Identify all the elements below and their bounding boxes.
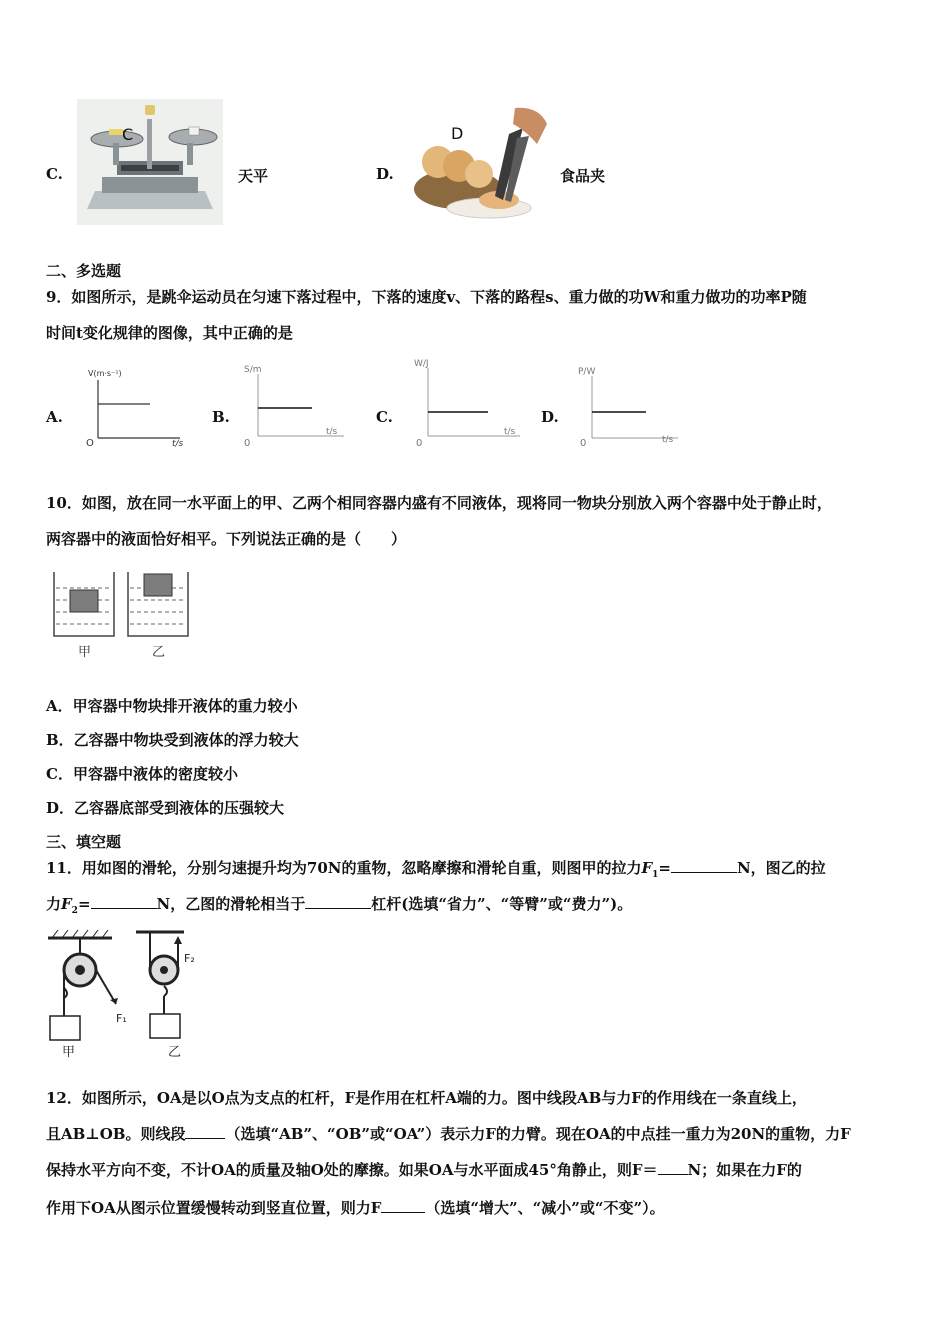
graph-a-velocity [80,364,192,448]
q11-line2-tail: 杠杆(选填“省力”、“等臂”或“费力”)。 [371,895,633,913]
option-c-caption: 天平 [238,167,269,185]
q12-line4-tail: （选填“增大”、“减小”或“不变”）。 [425,1199,665,1217]
food-tongs-image [413,104,551,222]
q11-label-yi: 乙 [168,1045,182,1060]
q12-change-blank[interactable] [381,1198,425,1213]
graph-b-ylabel: S/m [244,365,262,375]
q11-f2-var: F [61,895,72,913]
q10-option-a: A．甲容器中物块排开液体的重力较小 [46,697,298,715]
q10-option-c: C．甲容器中液体的密度较小 [46,765,238,783]
q11-line2-head: 力 [46,895,62,913]
option-c-label: C. [46,165,63,183]
graph-d-origin: 0 [580,438,587,448]
q12-line4-head: 作用下OA从图示位置缓慢转动到竖直位置，则力F [46,1199,382,1217]
q12-text-line-2 [46,1124,851,1144]
graph-b-distance [240,362,352,446]
q9-text-line-1: 9．如图所示，是跳伞运动员在匀速下落过程中，下落的速度v、下落的路程s、重力做的功W和重力做功的功率P随 [46,288,807,306]
q10-label-yi: 乙 [152,645,166,660]
graph-d-power [574,364,686,448]
option-d-caption: 食品夹 [560,167,606,185]
q11-line1-text: 11．用如图的滑轮，分别匀速提升均为70N的重物，忽略摩擦和滑轮自重，则图甲的拉力 [46,859,642,877]
q12-line3-head: 保持水平方向不变，不计OA的质量及轴O处的摩擦。如果OA与水平面成45°角静止，则F＝ [46,1161,658,1179]
q11-f1-sub: 1 [652,870,659,880]
q11-line1-tail: N，图乙的拉 [736,859,826,877]
graph-a-xlabel: t/s [172,439,184,448]
q12-line2-head: 且AB⊥OB。则线段 [46,1125,186,1143]
q12-text-line-4 [46,1198,665,1218]
q11-f1-eq: = [658,859,671,877]
q11-line2-mid: N，乙图的滑轮相当于 [156,895,306,913]
graph-b-label: B. [212,408,230,426]
q11-f2-blank[interactable] [91,894,157,909]
section-2-title: 二、多选题 [46,262,122,280]
q11-f1-var: F [641,859,653,877]
q11-force-f2-label: F₂ [184,952,195,965]
q12-line3-tail: N；如果在力F的 [687,1161,802,1179]
q10-text-line-1: 10．如图，放在同一水平面上的甲、乙两个相同容器内盛有不同液体，现将同一物块分别放入两个容器中处于静止时， [46,494,832,512]
graph-d-ylabel: P/W [578,367,596,377]
q11-f2-eq: = [77,895,91,913]
graph-b-xlabel: t/s [326,427,338,437]
graph-d-xlabel: t/s [662,435,674,445]
q12-force-blank[interactable] [658,1160,688,1175]
q11-label-jia: 甲 [62,1045,76,1060]
q10-label-jia: 甲 [78,645,92,660]
q12-arm-blank[interactable] [185,1124,225,1139]
balance-image-letter: C [122,125,134,144]
q12-line2-tail: （选填“AB”、“OB”或“OA”）表示力F的力臂。现在OA的中点挂一重力为20N的重物，力F [225,1125,851,1143]
q11-text-line-2 [46,894,632,921]
q9-text-line-2: 时间t变化规律的图像，其中正确的是 [46,324,293,342]
q12-text-line-3 [46,1160,802,1180]
graph-c-work [410,356,528,448]
q10-containers-figure [50,570,200,662]
q11-text-line-1 [46,858,826,885]
q11-force-f1-label: F₁ [116,1012,127,1025]
q11-lever-type-blank[interactable] [305,894,371,909]
graph-a-label: A. [46,408,63,426]
q11-f2-sub: 2 [71,906,78,916]
graph-c-origin: 0 [416,438,423,448]
tongs-image-letter: D [451,124,464,143]
graph-c-xlabel: t/s [504,427,516,437]
graph-c-ylabel: W/J [414,359,429,369]
q12-text-line-1: 12．如图所示，OA是以O点为支点的杠杆，F是作用在杠杆A端的力。图中线段AB与力F的作用线在一条直线上， [46,1089,807,1107]
q11-pulley-figure [44,924,214,1060]
q10-text-line-2: 两容器中的液面恰好相平。下列说法正确的是（ ） [46,530,407,548]
graph-b-origin: 0 [244,438,251,446]
section-3-title: 三、填空题 [46,833,122,851]
balance-scale-image [77,99,223,225]
q10-option-d: D．乙容器底部受到液体的压强较大 [46,799,285,817]
graph-a-ylabel: V(m·s⁻¹) [88,369,122,378]
graph-a-origin: O [86,438,94,448]
q11-f1-blank[interactable] [671,858,737,873]
option-d-label: D. [376,165,394,183]
graph-d-label: D. [541,408,559,426]
q10-option-b: B．乙容器中物块受到液体的浮力较大 [46,731,299,749]
graph-c-label: C. [376,408,393,426]
